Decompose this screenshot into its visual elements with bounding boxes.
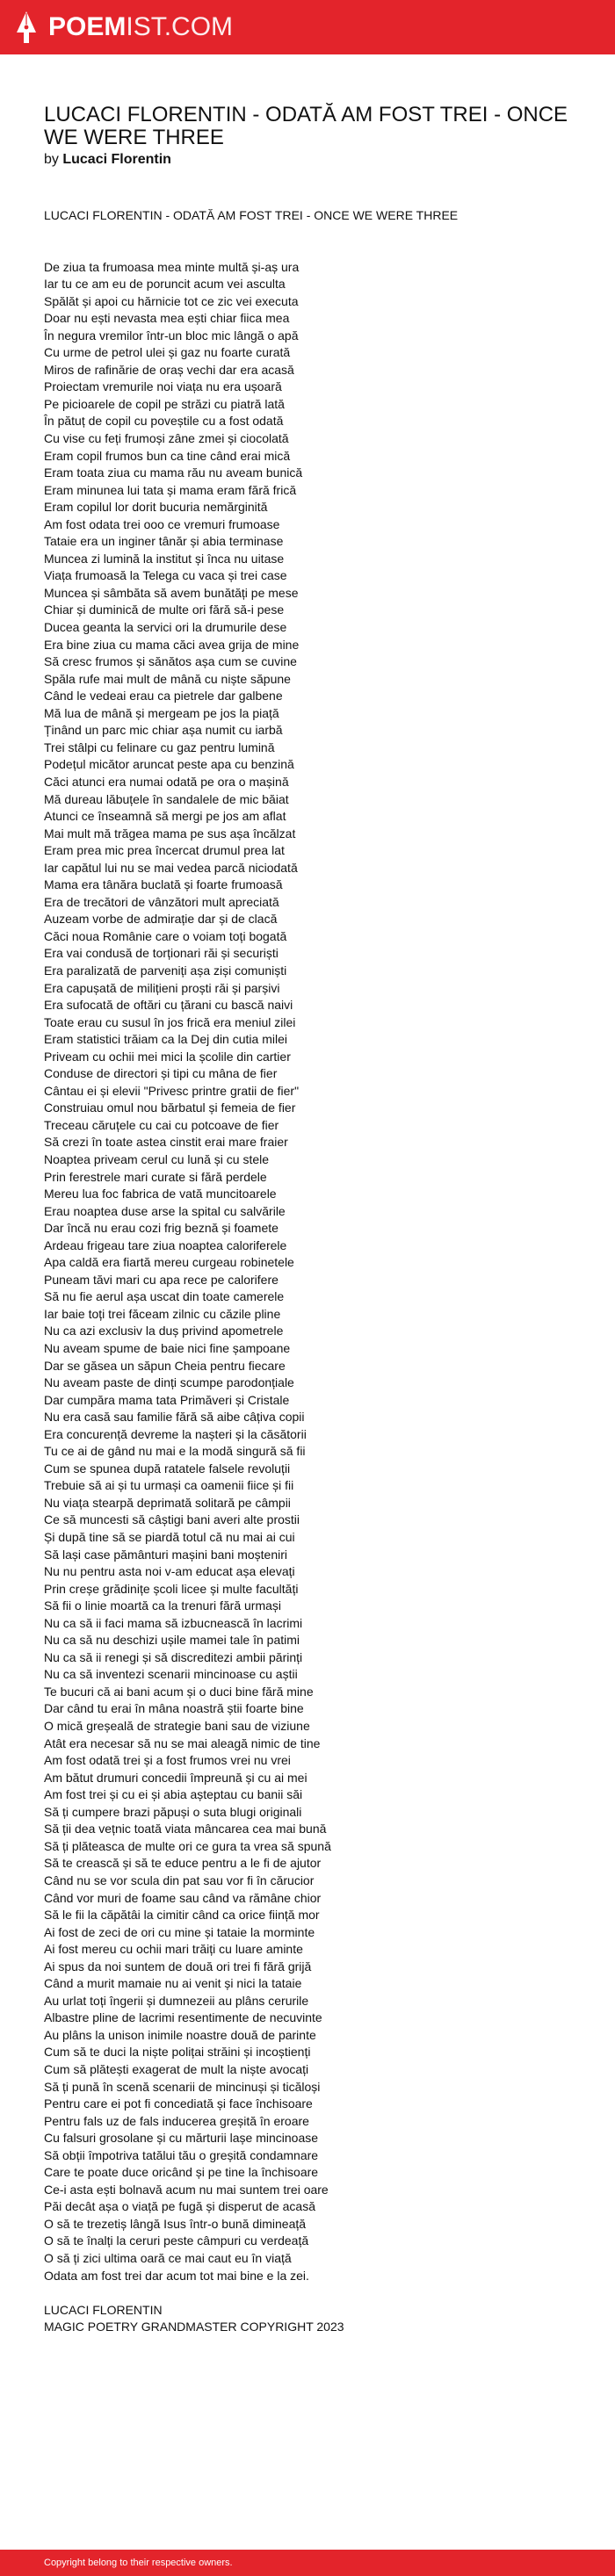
poem-line: Prin ferestrele mari curate si fără perdele: [44, 1169, 267, 1184]
poem-line: Mă dureau lăbuțele în sandalele de mic băiat: [44, 791, 289, 806]
poem-line: Căci noua Românie care o voiam toți bogată: [44, 928, 287, 943]
poem-line: Cu vise cu feți frumoși zâne zmei și ciocolată: [44, 431, 289, 446]
poem-line: Să obții împotriva tatălui tău o greșită condamnare: [44, 2147, 319, 2162]
poem-line: Era sufocată de oftări cu țărani cu bască naivi: [44, 998, 293, 1013]
poem-line: Să ți plăteasca de multe ori ce gura ta vrea să spună: [44, 1838, 331, 1853]
poem-line: Când le vedeai erau ca pietrele dar galbene: [44, 689, 283, 704]
poem-line: Era vai condusă de torționari răi și securiști: [44, 946, 279, 961]
poem-line: Eram minunea lui tata și mama eram fără frică: [44, 482, 297, 497]
poem-line: Nu era casă sau familie fără să aibe câțiva copii: [44, 1410, 305, 1425]
poem-line: Să fii o linie moartă ca la trenuri fără urmași: [44, 1598, 281, 1613]
poem-line: Tataie era un inginer tânăr și abia terminase: [44, 534, 284, 549]
poem-line: Spălăt și apoi cu hărnicie tot ce zic vei executa: [44, 293, 299, 308]
footer-copyright: Copyright belong to their respective owners.: [44, 2558, 233, 2568]
logo-text-thin: IST.COM: [126, 12, 234, 41]
poem-heading: LUCACI FLORENTIN - ODATĂ AM FOST TREI - ONCE WE WERE THREE: [44, 208, 459, 222]
poem-line: Toate erau cu susul în jos frică era meniul zilei: [44, 1014, 296, 1029]
byline: [44, 152, 171, 168]
poem-line: Cum să te duci la niște polițai străini și incoștienți: [44, 2045, 311, 2060]
poem-line: Ținând un parc mic chiar așa numit cu iarbă: [44, 723, 283, 738]
poem-line: Am fost odată trei și a fost frumos vrei nu vrei: [44, 1753, 291, 1768]
poem-line: Ai fost de zeci de ori cu mine și tataie la morminte: [44, 1924, 315, 1939]
signature-line: MAGIC POETRY GRANDMASTER COPYRIGHT 2023: [44, 2320, 344, 2334]
logo-text-bold: POEM: [48, 12, 127, 41]
poem-line: Să te crească și să te educe pentru a le fi de ajutor: [44, 1856, 322, 1871]
poem-line: Trebuie să ai și tu urmași ca oamenii fiice și fii: [44, 1478, 294, 1493]
byline-prefix: by: [44, 152, 59, 167]
poem-title: LUCACI FLORENTIN - ODATĂ AM FOST TREI - ONCE WE WERE THREE: [44, 103, 568, 149]
logo-text: [48, 0, 233, 54]
poem-line: Odata am fost trei dar acum tot mai bine e la zei.: [44, 2268, 309, 2283]
poem-line: Am bătut drumuri concedii împreună și cu ai mei: [44, 1770, 308, 1785]
poem-line: Atunci ce înseamnă să mergi pe jos am aflat: [44, 809, 286, 824]
poem-line: Ardeau frigeau tare ziua noaptea caloriferele: [44, 1237, 287, 1252]
poem-line: În pătuț de copil cu poveștile cu a fost odată: [44, 414, 284, 429]
poem-line: Dar când tu erai în mâna noastră știi foarte bine: [44, 1701, 304, 1716]
poem-line: Ce-i asta ești bolnavă acum nu mai suntem trei oare: [44, 2182, 329, 2197]
poem-line: Muncea și sâmbăta să avem bunătăți pe mese: [44, 585, 299, 600]
poem-line: Să nu fie aerul așa uscat din toate camerele: [44, 1289, 285, 1304]
poem-line: Dar cumpăra mama tata Primăveri și Cristale: [44, 1392, 290, 1407]
poem-line: O mică greșeală de strategie bani sau de viziune: [44, 1719, 310, 1734]
top-bar: [0, 0, 615, 54]
poem-line: Să le fii la căpătâi la cimitir când ca orice ființă mor: [44, 1908, 320, 1923]
poem-line: În negura vremilor într-un bloc mic lângă o apă: [44, 328, 299, 343]
poem-line: Nu ca să nu deschizi ușile mamei tale în patimi: [44, 1633, 300, 1648]
poem-line: Apa caldă era fiartă mereu curgeau robinetele: [44, 1255, 294, 1270]
poem-line: De ziua ta frumoasa mea minte multă și-aș ura: [44, 259, 300, 274]
poem-line: Eram statistici trăiam ca la Dej din cutia milei: [44, 1032, 287, 1047]
poem-line: O să te înalți la ceruri peste câmpuri cu verdeață: [44, 2233, 309, 2248]
poem-line: Tu ce ai de gând nu mai e la modă singură să fii: [44, 1444, 306, 1459]
poem-line: Ce să muncesti să câștigi bani averi alte prostii: [44, 1512, 300, 1527]
poem-line: Când nu se vor scula din pat sau vor fi în cărucior: [44, 1872, 315, 1887]
poem-line: Căci atunci era numai odată pe ora o mașină: [44, 774, 289, 789]
poem-line: Te bucuri că ai bani acum și o duci bine fără mine: [44, 1684, 314, 1699]
poem-line: Doar nu ești nevasta mea ești chiar fiica mea: [44, 311, 290, 326]
poem-line: Nu nu pentru asta noi v-am educat așa elevați: [44, 1564, 295, 1579]
poem-line: Care te poate duce oricând și pe tine la închisoare: [44, 2165, 319, 2180]
poem-line: Nu ca să ii faci mama să izbucnească în lacrimi: [44, 1615, 303, 1630]
poem-line: Prin creșe grădinițe școli licee și multe facultăți: [44, 1581, 299, 1596]
poem-line: Eram copilul lor dorit bucuria nemărginită: [44, 500, 268, 515]
poem-line: Iar capătul lui nu se mai vedea parcă niciodată: [44, 860, 298, 875]
poem-line: Nu ca să ii renegi și să discreditezi ambii părinți: [44, 1649, 303, 1664]
poem-line: Era concurență devreme la nașteri și la căsătorii: [44, 1426, 307, 1441]
poem-line: Cum să plătești exagerat de mult la niște avocați: [44, 2061, 309, 2076]
poem-line: Atât era necesar să nu se mai aleagă nimic de tine: [44, 1735, 321, 1750]
poem-line: Spăla rufe mai mult de mână cu niște săpune: [44, 671, 291, 686]
poem-line: Mereu lua foc fabrica de vată muncitoarele: [44, 1187, 277, 1201]
poem-line: Ai spus da noi suntem de două ori trei fi fără grijă: [44, 1959, 312, 1973]
poem-line: Era capușată de milițieni proști răi și parșivi: [44, 980, 280, 995]
poem-line: Să ții dea vețnic toată viata mâncarea cea mai bună: [44, 1822, 327, 1836]
poem-line: Nu aveam paste de dinți scumpe parodonțiale: [44, 1375, 294, 1390]
poem-line: Au urlat toți îngerii și dumnezeii au plâns cerurile: [44, 1993, 309, 2008]
poem-line: Mai mult mă trăgea mama pe sus așa încălzat: [44, 826, 296, 841]
poem-line: Cu falsuri grosolane și cu mărturii lașe mincinoase: [44, 2131, 319, 2146]
poem-lines: [44, 259, 589, 2285]
poem-line: Să cresc frumos și sănătos așa cum se cuvine: [44, 654, 297, 669]
poem-line: Nu ca să inventezi scenarii mincinoase cu aștii: [44, 1667, 298, 1682]
poem-line: Când vor muri de foame sau când va rămâne chior: [44, 1890, 322, 1905]
poem-line: Muncea zi lumină la institut și înca nu uitase: [44, 551, 285, 566]
poem-line: Cum se spunea după ratatele falsele revoluții: [44, 1461, 291, 1476]
poem-line: O să ți zici ultima oară ce mai caut eu în viață: [44, 2250, 292, 2265]
poem-line: Auzeam vorbe de admirație dar și de clacă: [44, 912, 278, 927]
poem-line: Puneam tăvi mari cu apa rece pe calorifere: [44, 1272, 279, 1287]
poem-line: Când a murit mamaie nu ai venit și nici la tataie: [44, 1976, 302, 1991]
poem-line: Cu urme de petrol ulei și gaz nu foarte curată: [44, 345, 291, 360]
poem-line: Treceau căruțele cu cai cu potcoave de fier: [44, 1117, 279, 1132]
site-logo[interactable]: [15, 0, 233, 54]
poem-line: O să te trezetiș lângă Isus într-o bună dimineață: [44, 2216, 307, 2231]
poem-line: Dar se găsea un săpun Cheia pentru fiecare: [44, 1358, 286, 1373]
poem-line: Nu aveam spume de baie nici fine șampoane: [44, 1341, 291, 1355]
poem-line: Pe picioarele de copil pe străzi cu piatră lată: [44, 396, 285, 411]
poem-line: Era de trecători de vânzători mult apreciată: [44, 894, 279, 909]
poem-line: Eram toata ziua cu mama rău nu aveam bunică: [44, 465, 303, 480]
poem-body: [44, 207, 589, 2336]
poem-line: Cântau ei și elevii "Privesc printre gratii de fier": [44, 1083, 300, 1098]
poem-line: Miros de rafinărie de oraș vechi dar era acasă: [44, 362, 294, 377]
poem-line: Mama era tânăra buclată și foarte frumoasă: [44, 877, 283, 892]
poem-line: Eram copil frumos bun ca tine când erai mică: [44, 448, 291, 463]
poem-line: Priveam cu ochii mei mici la școlile din cartier: [44, 1049, 291, 1064]
poem-line: Eram prea mic prea încercat drumul prea lat: [44, 843, 285, 858]
poem-line: Albastre pline de lacrimi resentimente de necuvinte: [44, 2010, 322, 2025]
poem-line: Conduse de directori și tipi cu mâna de fier: [44, 1066, 278, 1081]
poem-line: Am fost odata trei ooo ce vremuri frumoase: [44, 516, 280, 531]
poem-line: Chiar și duminică de multe ori fără să-i pese: [44, 603, 285, 617]
poem-line: Ai fost mereu cu ochii mari trăiți cu luare aminte: [44, 1942, 303, 1957]
poem-line: Să ți pună în scenă scenarii de mincinuși și ticăloși: [44, 2079, 321, 2094]
poem-line: Noaptea priveam cerul cu lună și cu stele: [44, 1151, 270, 1166]
poem-line: Și după tine să se piardă totul că nu mai ai cui: [44, 1530, 295, 1545]
pen-nib-icon: [15, 10, 38, 45]
poem-line: Proiectam vremurile noi viața nu era ușoară: [44, 379, 282, 394]
poem-line: Era paralizată de parveniți așa ziși comuniști: [44, 963, 287, 978]
poem-line: Pentru fals uz de fals inducerea greșită în eroare: [44, 2113, 309, 2128]
signature-line: LUCACI FLORENTIN: [44, 2302, 163, 2317]
poem-line: Dar încă nu erau cozi frig beznă și foamete: [44, 1221, 279, 1236]
poem-line: Iar tu ce am eu de poruncit acum vei asculta: [44, 277, 286, 292]
poem-line: Mă lua de mână și mergeam pe jos la piață: [44, 705, 279, 720]
author-link[interactable]: Lucaci Florentin: [62, 152, 171, 167]
poem-line: Să crezi în toate astea cinstit erai mare fraier: [44, 1135, 288, 1150]
poem-line: Iar baie toți trei făceam zilnic cu căzile pline: [44, 1306, 281, 1321]
poem-line: Au plâns la unison inimile noastre două de parinte: [44, 2027, 316, 2042]
footer: [0, 2550, 615, 2576]
poem-line: Ducea geanta la servici ori la drumurile dese: [44, 620, 287, 635]
poem-line: Nu ca azi exclusiv la duș privind apometrele: [44, 1324, 284, 1339]
poem-line: Trei stâlpi cu felinare cu gaz pentru lumină: [44, 740, 275, 754]
poem-line: Să lași case pământuri mașini bani moșteniri: [44, 1547, 288, 1562]
poem-line: Pentru care ei pot fi concediată și face închisoare: [44, 2096, 313, 2111]
poem-line: Construiau omul nou bărbatul și femeia de fier: [44, 1100, 296, 1115]
poem-line: Am fost trei și cu ei și abia așteptau cu banii săi: [44, 1787, 303, 1802]
poem-line: Viața frumoasă la Telega cu vaca și trei case: [44, 568, 287, 583]
poem-line: Păi decât așa o viață pe fugă și disperut de acasă: [44, 2199, 315, 2214]
poem-line: Era bine ziua cu mama căci avea grija de mine: [44, 637, 300, 652]
poem-line: Nu viața stearpă deprimată solitară pe câmpii: [44, 1495, 291, 1510]
poem-line: Să ți cumpere brazi păpuși o suta blugi originali: [44, 1804, 302, 1819]
poem-line: Podețul micător aruncat peste apa cu benzină: [44, 757, 294, 772]
poem-line: Erau noaptea duse arse la spital cu salvările: [44, 1203, 286, 1218]
